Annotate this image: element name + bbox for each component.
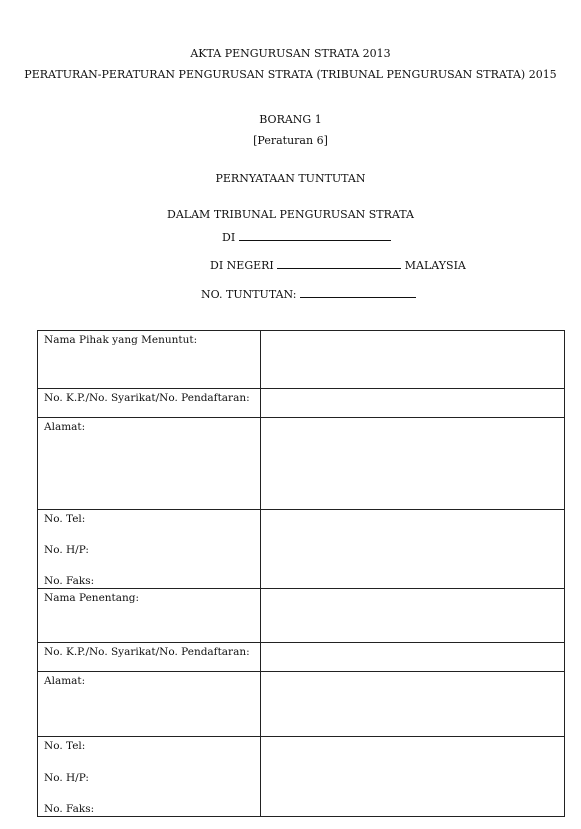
regulation-reference: [Peraturan 6] — [253, 134, 328, 147]
state-line — [210, 259, 466, 273]
claimant-id-field[interactable] — [261, 389, 565, 418]
respondent-contact-field[interactable] — [261, 737, 565, 817]
respondent-name-field[interactable] — [261, 589, 565, 643]
country-label: MALAYSIA — [404, 259, 466, 272]
claimant-hp-label: No. H/P: — [44, 544, 89, 556]
respondent-hp-label: No. H/P: — [44, 771, 89, 784]
location-blank[interactable] — [239, 231, 391, 241]
claimant-name-row — [38, 331, 565, 389]
claimant-address-field[interactable] — [261, 418, 565, 510]
claimant-contact-labels — [38, 510, 261, 589]
respondent-name-label: Nama Penentang: — [38, 589, 261, 643]
act-title: AKTA PENGURUSAN STRATA 2013 — [190, 47, 391, 60]
form-title: PERNYATAAN TUNTUTAN — [215, 172, 366, 185]
claim-number-label: NO. TUNTUTAN: — [201, 288, 297, 301]
claimant-contact-row — [38, 510, 565, 589]
claim-number-blank[interactable] — [300, 288, 416, 298]
claim-form-table — [37, 330, 565, 817]
respondent-id-row — [38, 643, 565, 672]
claimant-id-row — [38, 389, 565, 418]
respondent-id-label: No. K.P./No. Syarikat/No. Pendaftaran: — [38, 643, 261, 672]
state-label: DI NEGERI — [210, 259, 274, 272]
respondent-address-row — [38, 672, 565, 737]
claimant-id-label: No. K.P./No. Syarikat/No. Pendaftaran: — [38, 389, 261, 418]
regulations-title: PERATURAN-PERATURAN PENGURUSAN STRATA (TRIBUNAL PENGURUSAN STRATA) 2015 — [24, 68, 557, 81]
location-line — [222, 231, 391, 245]
respondent-address-label: Alamat: — [38, 672, 261, 737]
state-blank[interactable] — [277, 259, 401, 269]
claimant-name-label: Nama Pihak yang Menuntut: — [38, 331, 261, 389]
location-label: DI — [222, 231, 236, 244]
tribunal-title: DALAM TRIBUNAL PENGURUSAN STRATA — [167, 208, 414, 221]
respondent-contact-labels — [38, 737, 261, 817]
form-number: BORANG 1 — [259, 113, 322, 126]
respondent-name-row — [38, 589, 565, 643]
claimant-address-label: Alamat: — [38, 418, 261, 510]
claimant-address-row — [38, 418, 565, 510]
respondent-contact-row — [38, 737, 565, 817]
claim-number-line — [201, 288, 416, 302]
respondent-tel-label: No. Tel: — [44, 740, 86, 752]
claimant-fax-label: No. Faks: — [44, 575, 95, 587]
respondent-fax-label: No. Faks: — [44, 803, 95, 815]
claimant-contact-field[interactable] — [261, 510, 565, 589]
claimant-name-field[interactable] — [261, 331, 565, 389]
respondent-address-field[interactable] — [261, 672, 565, 737]
claimant-tel-label: No. Tel: — [44, 513, 86, 525]
respondent-id-field[interactable] — [261, 643, 565, 672]
